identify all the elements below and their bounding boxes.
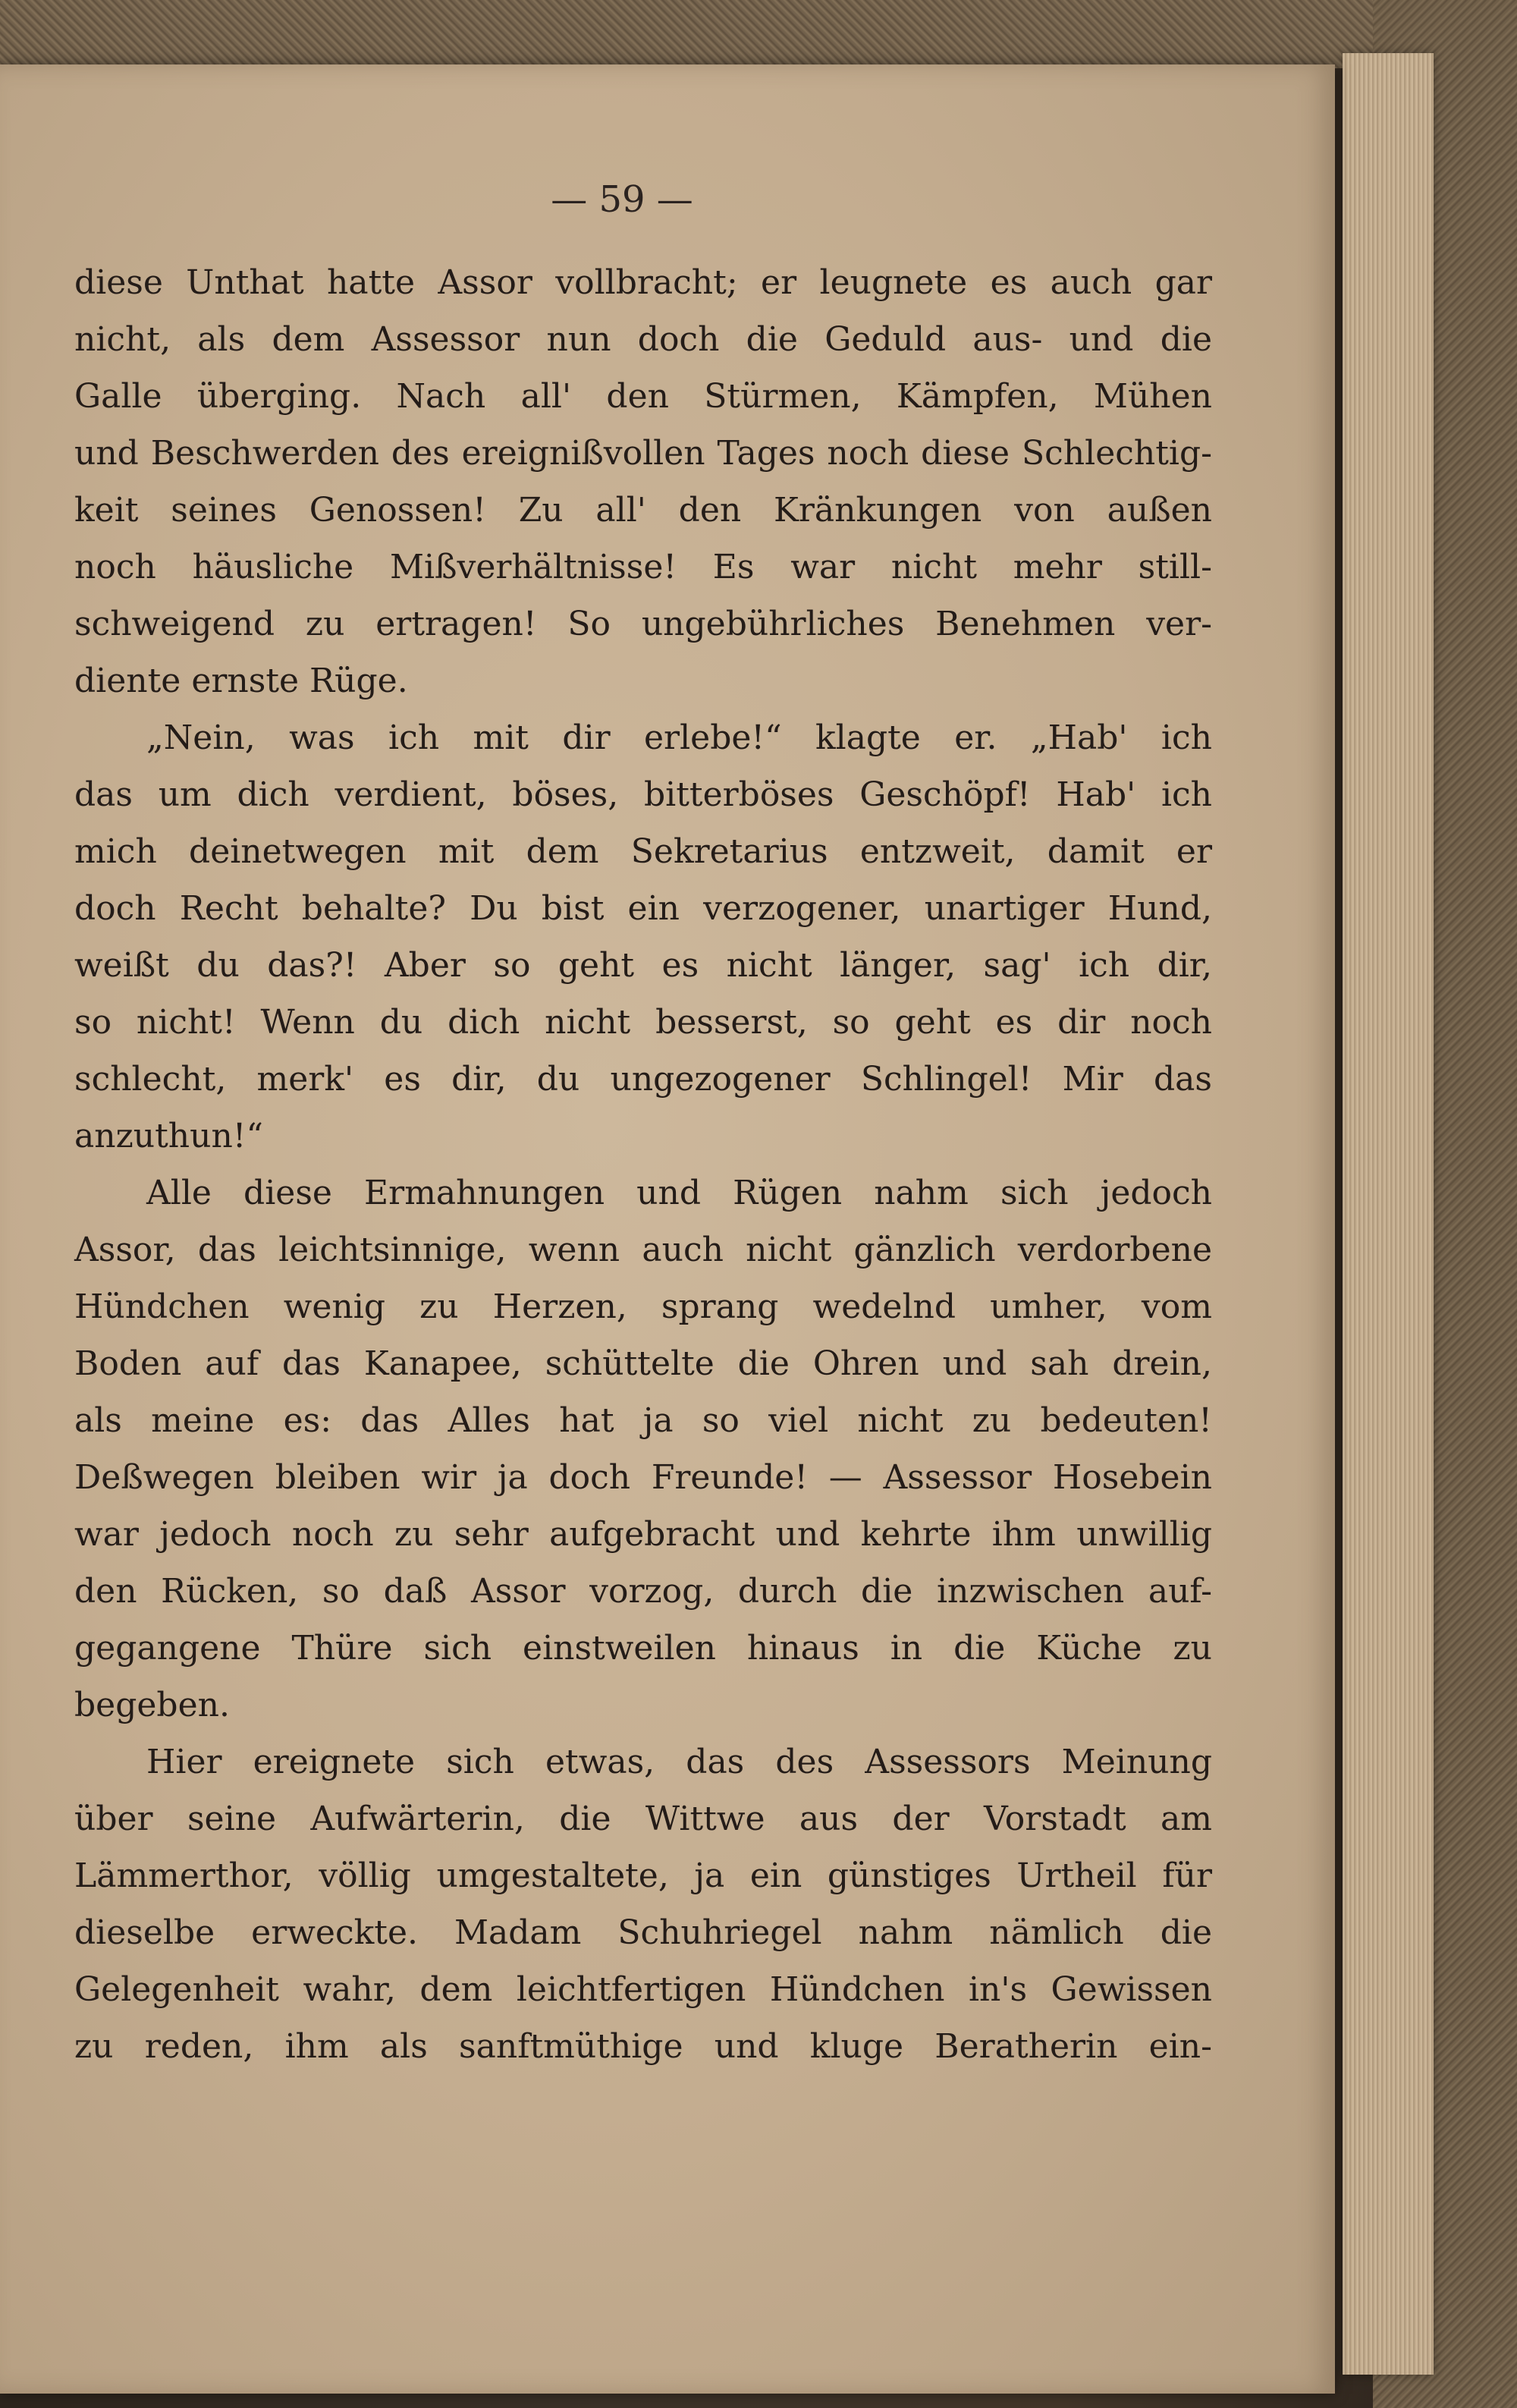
body-text (74, 254, 1212, 2075)
text-line: noch häusliche Mißverhältnisse! Es war nicht mehr still- (74, 548, 1212, 586)
book-cover-top (0, 0, 1517, 68)
text-line: nicht, als dem Assessor nun doch die Geduld aus- und die (74, 320, 1212, 359)
text-line: gegangene Thüre sich einstweilen hinaus in die Küche zu (74, 1629, 1212, 1668)
text-line: und Beschwerden des ereignißvollen Tages noch diese Schlechtig- (74, 434, 1212, 473)
text-line: über seine Aufwärterin, die Wittwe aus der Vorstadt am (74, 1800, 1212, 1838)
text-line: Lämmerthor, völlig umgestaltete, ja ein günstiges Urtheil für (74, 1856, 1212, 1895)
text-line: Deßwegen bleiben wir ja doch Freunde! — Assessor Hosebein (74, 1458, 1212, 1497)
text-line: Assor, das leichtsinnige, wenn auch nicht gänzlich verdorbene (74, 1231, 1212, 1269)
text-line: diese Unthat hatte Assor vollbracht; er leugnete es auch gar (74, 263, 1212, 302)
text-line: schweigend zu ertragen! So ungebührliches Benehmen ver- (74, 605, 1212, 643)
text-line: doch Recht behalte? Du bist ein verzogener, unartiger Hund, (74, 889, 1212, 928)
text-line: weißt du das?! Aber so geht es nicht länger, sag' ich dir, (74, 946, 1212, 985)
text-line: begeben. (74, 1686, 230, 1724)
text-line: schlecht, merk' es dir, du ungezogener Schlingel! Mir das (74, 1060, 1212, 1099)
text-line: Galle überging. Nach all' den Stürmen, Kämpfen, Mühen (74, 377, 1212, 416)
text-line: anzuthun!“ (74, 1117, 263, 1155)
text-line: den Rücken, so daß Assor vorzog, durch die inzwischen auf- (74, 1572, 1212, 1611)
text-line: dieselbe erweckte. Madam Schuhriegel nahm nämlich die (74, 1913, 1212, 1952)
text-line: diente ernste Rüge. (74, 662, 408, 700)
text-line: war jedoch noch zu sehr aufgebracht und kehrte ihm unwillig (74, 1515, 1212, 1554)
text-line: mich deinetwegen mit dem Sekretarius entzweit, damit er (74, 832, 1212, 871)
text-line: Hündchen wenig zu Herzen, sprang wedelnd umher, vom (74, 1287, 1212, 1326)
book-page (0, 64, 1335, 2394)
page-number: — 59 — (551, 178, 693, 221)
page-edges (1343, 53, 1434, 2375)
text-line: so nicht! Wenn du dich nicht besserst, so geht es dir noch (74, 1003, 1212, 1042)
text-line: Gelegenheit wahr, dem leichtfertigen Hündchen in's Gewissen (74, 1970, 1212, 2009)
text-line: Hier ereignete sich etwas, das des Assessors Meinung (146, 1743, 1212, 1781)
text-line: als meine es: das Alles hat ja so viel nicht zu bedeuten! (74, 1401, 1212, 1440)
text-line: keit seines Genossen! Zu all' den Kränkungen von außen (74, 491, 1212, 530)
text-line: Alle diese Ermahnungen und Rügen nahm sich jedoch (146, 1174, 1212, 1212)
text-line: „Nein, was ich mit dir erlebe!“ klagte er. „Hab' ich (146, 718, 1212, 757)
text-line: Boden auf das Kanapee, schüttelte die Ohren und sah drein, (74, 1344, 1212, 1383)
text-line: zu reden, ihm als sanftmüthige und kluge Beratherin ein- (74, 2027, 1212, 2066)
text-line: das um dich verdient, böses, bitterböses Geschöpf! Hab' ich (74, 775, 1212, 814)
